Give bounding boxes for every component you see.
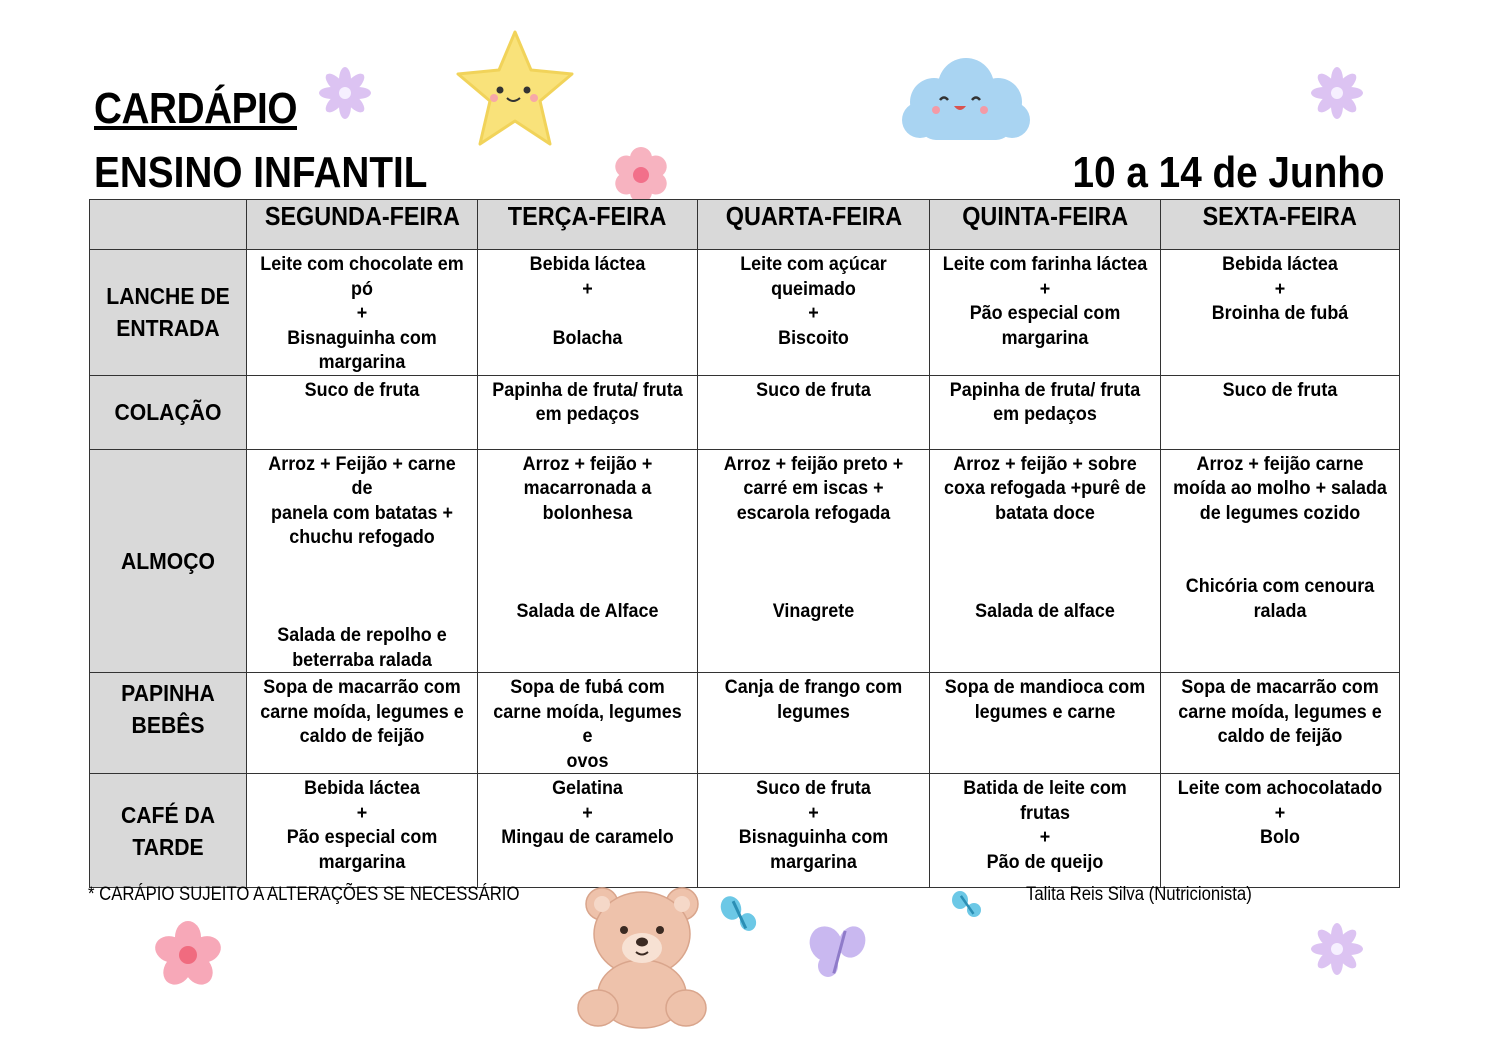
date-range: 10 a 14 de Junho <box>1072 148 1385 197</box>
butterfly-icon <box>718 894 762 936</box>
row-label-lanche: LANCHE DE ENTRADA <box>90 250 247 376</box>
menu-cell: Arroz + feijão + sobre coxa refogada +purê de batata doce Salada de alface <box>930 449 1161 673</box>
menu-cell: Batida de leite com frutas + Pão de queijo <box>930 774 1161 888</box>
menu-cell: Bebida láctea + Broinha de fubá <box>1161 250 1400 376</box>
row-label-almoco: ALMOÇO <box>90 449 247 673</box>
corner-cell <box>90 200 247 250</box>
menu-cell: Sopa de mandioca com legumes e carne <box>930 673 1161 774</box>
day-header-thursday: QUINTA-FEIRA <box>930 200 1161 250</box>
menu-cell: Sopa de macarrão com carne moída, legumes e caldo de feijão <box>1161 673 1400 774</box>
menu-cell: Sopa de macarrão com carne moída, legumes e caldo de feijão <box>247 673 478 774</box>
menu-cell: Leite com achocolatado + Bolo <box>1161 774 1400 888</box>
table-row-cafe <box>90 774 1400 888</box>
butterfly-icon <box>806 920 872 984</box>
day-header-tuesday: TERÇA-FEIRA <box>478 200 698 250</box>
star-icon <box>452 26 578 152</box>
day-header-monday: SEGUNDA-FEIRA <box>247 200 478 250</box>
table-row-lanche <box>90 250 1400 376</box>
cloud-icon <box>896 50 1036 154</box>
disclaimer-note: * CARÁPIO SUJEITO A ALTERAÇÕES SE NECESSÁRIO <box>88 884 520 905</box>
menu-subtitle: ENSINO INFANTIL <box>94 148 428 197</box>
menu-cell: Papinha de fruta/ fruta em pedaços <box>930 375 1161 449</box>
table-row-almoco <box>90 449 1400 673</box>
menu-cell: Arroz + feijão + macarronada a bolonhesa Salada de Alface <box>478 449 698 673</box>
menu-cell: Suco de fruta <box>1161 375 1400 449</box>
row-label-cafe: CAFÉ DA TARDE <box>90 774 247 888</box>
teddy-bear-icon <box>572 882 712 1032</box>
butterfly-icon <box>950 890 984 920</box>
pink-flower-icon <box>146 920 230 990</box>
lilac-flower-icon <box>1310 922 1364 976</box>
menu-cell: Suco de fruta <box>698 375 930 449</box>
row-label-papinha: PAPINHA BEBÊS <box>90 673 247 774</box>
nutritionist-credit: Talita Reis Silva (Nutricionista) <box>1026 884 1252 905</box>
lilac-flower-icon <box>318 66 372 120</box>
menu-cell: Suco de fruta <box>247 375 478 449</box>
menu-cell: Bebida láctea + Pão especial com margarina <box>247 774 478 888</box>
menu-cell: Suco de fruta + Bisnaguinha com margarina <box>698 774 930 888</box>
table-row-colacao <box>90 375 1400 449</box>
menu-cell: Gelatina + Mingau de caramelo <box>478 774 698 888</box>
menu-cell: Leite com chocolate em pó + Bisnaguinha com margarina <box>247 250 478 376</box>
menu-cell: Papinha de fruta/ fruta em pedaços <box>478 375 698 449</box>
table-row-papinha <box>90 673 1400 774</box>
menu-cell: Leite com farinha láctea + Pão especial com margarina <box>930 250 1161 376</box>
row-label-colacao: COLAÇÃO <box>90 375 247 449</box>
menu-cell: Canja de frango com legumes <box>698 673 930 774</box>
menu-cell: Leite com açúcar queimado + Biscoito <box>698 250 930 376</box>
menu-cell: Bebida láctea + Bolacha <box>478 250 698 376</box>
lilac-flower-icon <box>1310 66 1364 120</box>
menu-cell: Arroz + feijão carne moída ao molho + salada de legumes cozido Chicória com cenoura ralada <box>1161 449 1400 673</box>
table-header-row <box>90 200 1400 250</box>
menu-table <box>89 199 1400 888</box>
day-header-friday: SEXTA-FEIRA <box>1161 200 1400 250</box>
menu-title: CARDÁPIO <box>94 84 298 133</box>
day-header-wednesday: QUARTA-FEIRA <box>698 200 930 250</box>
menu-cell: Arroz + Feijão + carne de panela com batatas + chuchu refogado Salada de repolho e beterraba ralada <box>247 449 478 673</box>
menu-cell: Arroz + feijão preto + carré em iscas + escarola refogada Vinagrete <box>698 449 930 673</box>
menu-cell: Sopa de fubá com carne moída, legumes e ovos <box>478 673 698 774</box>
